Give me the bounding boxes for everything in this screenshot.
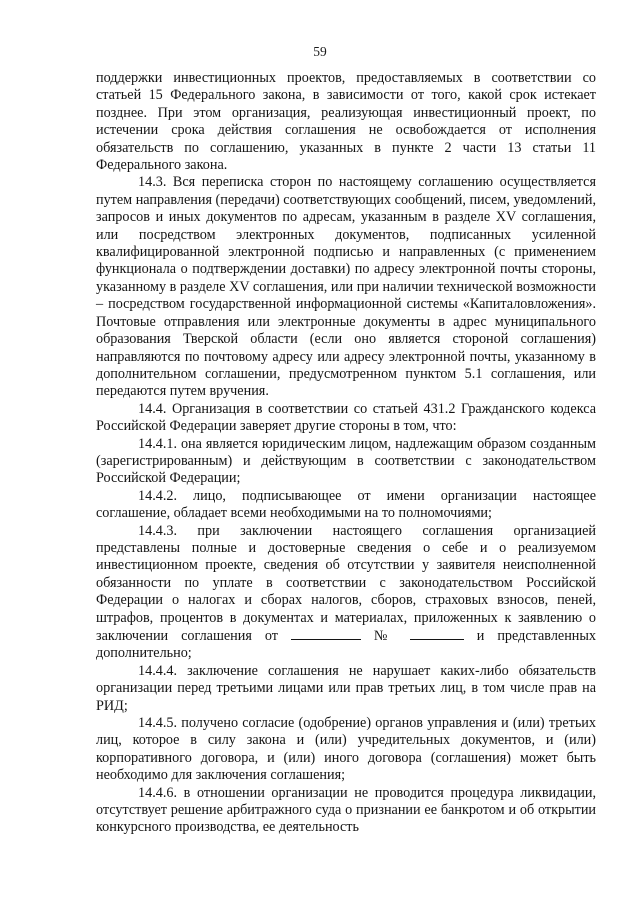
page-number: 59 [313, 44, 327, 59]
paragraph-14-4-2: 14.4.2. лицо, подписывающее от имени организации настоящее соглашение, обладает всеми необходимыми на то полномочиями; [96, 487, 596, 522]
document-body [96, 70, 596, 837]
paragraph-14-4-1: 14.4.1. она является юридическим лицом, надлежащим образом созданным (зарегистрированным) и действующим в соответствии с законодательством Российской Федерации; [96, 435, 596, 487]
paragraph-continued: поддержки инвестиционных проектов, предоставляемых в соответствии со статьей 15 Федерального закона, в зависимости от того, какой срок истекает позднее. При этом организация, реализующая инвестиционный проект, по истечении срока действия соглашения не освобождается от исполнения обязательств по соглашению, указанных в пункте 2 части 13 статьи 11 Федерального закона. [96, 70, 596, 174]
number-sign: № [373, 628, 397, 644]
date-blank-line [291, 627, 361, 640]
number-blank-line [410, 627, 464, 640]
paragraph-14-4: 14.4. Организация в соответствии со статьей 431.2 Гражданского кодекса Российской Федерации заверяет другие стороны в том, что: [96, 400, 596, 435]
paragraph-14-4-3-ending: и представленных дополнительно; [96, 628, 597, 662]
paragraph-14-4-6: 14.4.6. в отношении организации не проводится процедура ликвидации, отсутствует решение арбитражного суда о признании ее банкротом и об открытии конкурсного производства, ее деятельность [96, 784, 596, 836]
paragraph-14-4-3 [96, 523, 596, 663]
paragraph-14-4-5: 14.4.5. получено согласие (одобрение) органов управления и (или) третьих лиц, которое в силу закона и (или) учредительных документов, и (или) корпоративного договора, и (или) иного договора (соглашения) может быть необходимо для заключения соглашения; [96, 715, 596, 784]
paragraph-14-3: 14.3. Вся переписка сторон по настоящему соглашению осуществляется путем направления (передачи) соответствующих сообщений, писем, уведомлений, запросов и иных документов по адресам, указанным в разделе XV соглашения, или посредством электронных документов, подписанных усиленной квалифицированной электронной подписью и направленных (с применением функционала о подтверждении доставки) по адресу электронной почты стороны, указанному в разделе XV соглашения, или при наличии технической возможности – посредством государственной информационной системы «Капиталовложения». Почтовые отправления или электронные документы в адрес муниципального образования Тверской области (если оно является стороной соглашения) направляются по почтовому адресу или адресу электронной почты, указанному в дополнительном соглашении, предусмотренном пунктом 5.1 соглашения, или передаются путем вручения. [96, 174, 597, 400]
paragraph-14-4-3-text: 14.4.3. при заключении настоящего соглашения организацией представлены полные и достоверные сведения о себе и о реализуемом инвестиционном проекте, сведения об отсутствии у заявителя неисполненной обязанности по уплате в соответствии с законодательством Российской Федерации о налогах и сборах налогов, сборов, страховых взносов, пеней, штрафов, процентов в документах и материалах, приложенных к заявлению о заключении соглашения от [96, 522, 596, 644]
paragraph-14-4-4: 14.4.4. заключение соглашения не нарушает каких-либо обязательств организации перед третьими лицами или прав третьих лиц, в том числе прав на РИД; [96, 662, 596, 714]
